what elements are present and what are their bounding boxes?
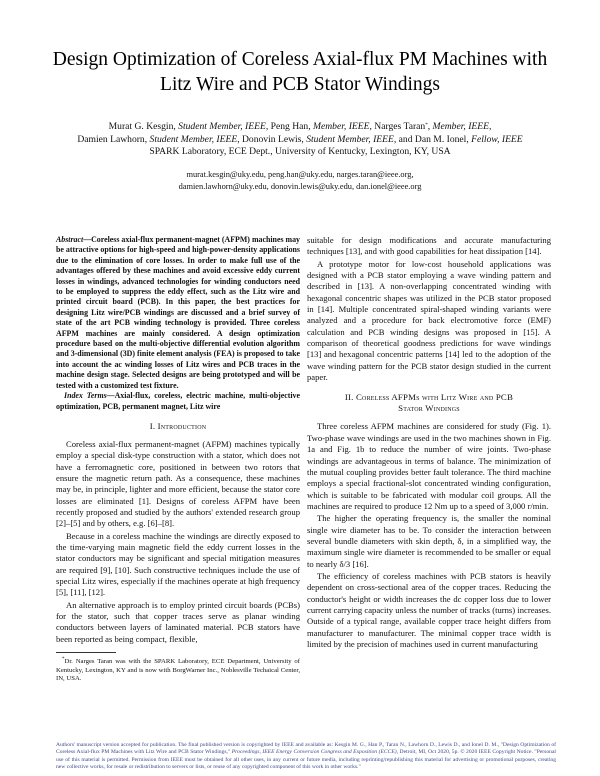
author-name: , Narges Taran: [369, 121, 426, 132]
paragraph: The higher the operating frequency is, the smaller the nominal single wire diameter has to be. To consider the interaction between several bundle diameters with skin depth, δ, in a simplified way, the maximum single wire diameter is recommended to be smaller or equal to nearly δ/3 [16].: [307, 513, 551, 569]
abstract-label: Abstract: [56, 235, 84, 244]
footnote-marker: *: [425, 123, 428, 128]
author-role: Member, IEEE,: [432, 121, 492, 132]
author-role: Fellow, IEEE: [471, 133, 523, 145]
copyright-notice: [56, 742, 556, 772]
notice-text: , Detroit, MI, Oct 2020, 5p. © 2020 IEEE Copyright Notice. "Personal use of this material is permitted. Permission from IEEE must be obtained for all other uses, in any current or future media, including reprinting/republishing this material for advertising or promotional purposes, creating new collective works, for resale or redistribution to servers or lists, or reuse of any copyrighted component of this work in other works.": [56, 749, 556, 771]
author-block: [40, 120, 560, 159]
paragraph: suitable for design modifications and accurate manufacturing techniques [13], and with good capabilities for heat dissipation [14].: [307, 235, 551, 257]
paragraph: Coreless axial-flux permanent-magnet (AFPM) machines typically employ a special disk-type construction with a stator, which does not have a ferromagnetic core, positioned in between two rotors that ensure the magnetic return path. As a consequence, these machines may be, in principle, lighter and more efficient, because the stator core losses are eliminated [1]. Designs of coreless AFPM have been recently proposed and studied by the authors' extended research group [2]–[5] and by others, e.g. [6]–[8].: [56, 438, 300, 529]
footnote-marker: *: [62, 657, 65, 663]
paragraph: Because in a coreless machine the windings are directly exposed to the time-varying main magnetic field the eddy current losses in the stator conductors may be significant and special mitigation measures are required [9], [10]. Such constructive techniques include the use of special Litz wires, especially if the machines operate at high frequency [5], [11], [12].: [56, 530, 300, 598]
author-role: Member, IEEE: [313, 121, 370, 132]
left-column: [56, 235, 300, 684]
section-heading: [307, 392, 551, 414]
abstract: [56, 235, 300, 391]
author-name: , Donovin Lewis,: [237, 133, 307, 145]
footnote: [56, 656, 300, 684]
section-heading-line: Stator Windings: [398, 403, 460, 414]
author-name: , Peng Han,: [265, 121, 313, 132]
abstract-text: —Coreless axial-flux permanent-magnet (AFPM) machines may be attractive options for high-speed and high-power-density applications due to the elimination of core losses. In order to make full use of the advantages offered by these machines and avoid excessive eddy current losses in windings, advanced technologies for winding conductors need to be employed to suppress the eddy effect, such as the Litz wire and printed circuit board (PCB). In this paper, the best practices for designing Litz wire/PCB windings are discussed and a brief survey of state of the art PCB winding technology is provided. Three coreless AFPM machines are mainly considered. A design optimization procedure based on the multi-objective differential evolution algorithm and 3-dimensional (3D) finite element analysis (FEA) is proposed to take into account the ac winding losses of Litz wires and PCB traces in the machine design stage. Selected designs are being prototyped and will be tested with a customized test fixture.: [56, 235, 300, 390]
author-name: Damien Lawhorn,: [77, 133, 150, 145]
paragraph: Three coreless AFPM machines are considered for study (Fig. 1). Two-phase wave windings are used in the two machines shown in Fig. 1a and Fig. 1b to reduce the number of wire joints. Two-phase windings are advantageous in terms of balance. The minimization of the mutual coupling provides better fault tolerance. The third machine employs a special fractional-slot concentrated winding configuration, which is suitable to be fabricated with modular coil groups. All the machines are required to produce 12 Nm up to a speed of 3,000 r/min.: [307, 421, 551, 511]
notice-venue: Proceedings, IEEE Energy Conversion Congress and Exposition (ECCE): [231, 749, 397, 756]
footnote-text: Dr. Narges Taran was with the SPARK Laboratory, ECE Department, University of Kentucky, Lexington, KY and is now with BorgWarner Inc., Noblesville Techaical Center, IN, USA.: [56, 658, 300, 683]
section-heading-line: II. Coreless AFPMs with Litz Wire and PCB: [344, 392, 514, 403]
paragraph: The efficiency of coreless machines with PCB stators is heavily dependent on cross-sectional area of the copper traces. Reducing the conductor's height or width increases the dc copper loss due to lower current carrying capacity unless the number of tracks (turns) increases. Outside of a typical range, available copper trace height differs from manufacturer to manufacturer. The minimal copper trace width is limited by the precision of machines used in current manufacturing: [307, 570, 551, 649]
notice-text: Authors' manuscript version accepted for publication. The final published version is copyrighted by IEEE and available as: Kesgin M. G., Han P., Taran N., Lawhorn D., Lewis D., and Ionel D. M., "Design Optimization of Coreless Axial-flux PM Machines with Litz Wire and PCB Stator Windings,": [56, 742, 556, 756]
paragraph: A prototype motor for low-cost household applications was designed with a PCB stator employing a wave winding pattern and described in [13]. A non-overlapping concentrated winding with hexagonal concentric shapes was utilized in the PCB stator proposed in [14]. Multiple concentrated spiral-shaped winding variants were analyzed and a procedure for back electromotive force (EMF) calculation and PCB winding designs was proposed in [15]. A comparison of theoretical goodness predictions for wave windings [13] and hexagonal concentric patterns [14] led to the adoption of the wave winding pattern for the PCB stator design studied in the current paper.: [307, 258, 551, 383]
index-terms-text: —Axial-flux, coreless, electric machine, multi-objective optimization, PCB, permanent magnet, Litz wire: [56, 391, 300, 411]
footnote-divider: [56, 652, 116, 653]
email-block: [40, 169, 560, 192]
paragraph: An alternative approach is to employ printed circuit boards (PCBs) for the stator, such that copper traces serve as planar winding conductors between layers of laminated material. PCB stators have been reported as being compact, flexible,: [56, 599, 300, 644]
separator: ,: [427, 121, 433, 132]
section-heading: I. Introduction: [149, 420, 207, 431]
paper-title: Design Optimization of Coreless Axial-flux PM Machines with Litz Wire and PCB Stator Windings: [52, 49, 548, 95]
author-name: , and Dan M. Ionel,: [393, 133, 472, 145]
author-role: Student Member, IEEE: [178, 121, 266, 132]
index-terms-label: Index Terms: [64, 391, 107, 401]
author-role: Student Member, IEEE: [306, 133, 394, 145]
right-column: [307, 235, 551, 650]
email-line-2: damien.lawhorn@uky.edu, donovin.lewis@uky.edu, dan.ionel@ieee.org: [178, 181, 422, 191]
email-line-1: murat.kesgin@uky.edu, peng.han@uky.edu, narges.taran@ieee.org,: [186, 170, 414, 179]
index-terms: [56, 391, 300, 412]
author-name: Murat G. Kesgin,: [108, 121, 179, 132]
author-line-2: [40, 134, 560, 147]
affiliation: SPARK Laboratory, ECE Dept., University of Kentucky, Lexington, KY, USA: [149, 146, 451, 157]
author-line-1: [40, 120, 560, 134]
author-role: Student Member, IEEE: [149, 133, 238, 145]
